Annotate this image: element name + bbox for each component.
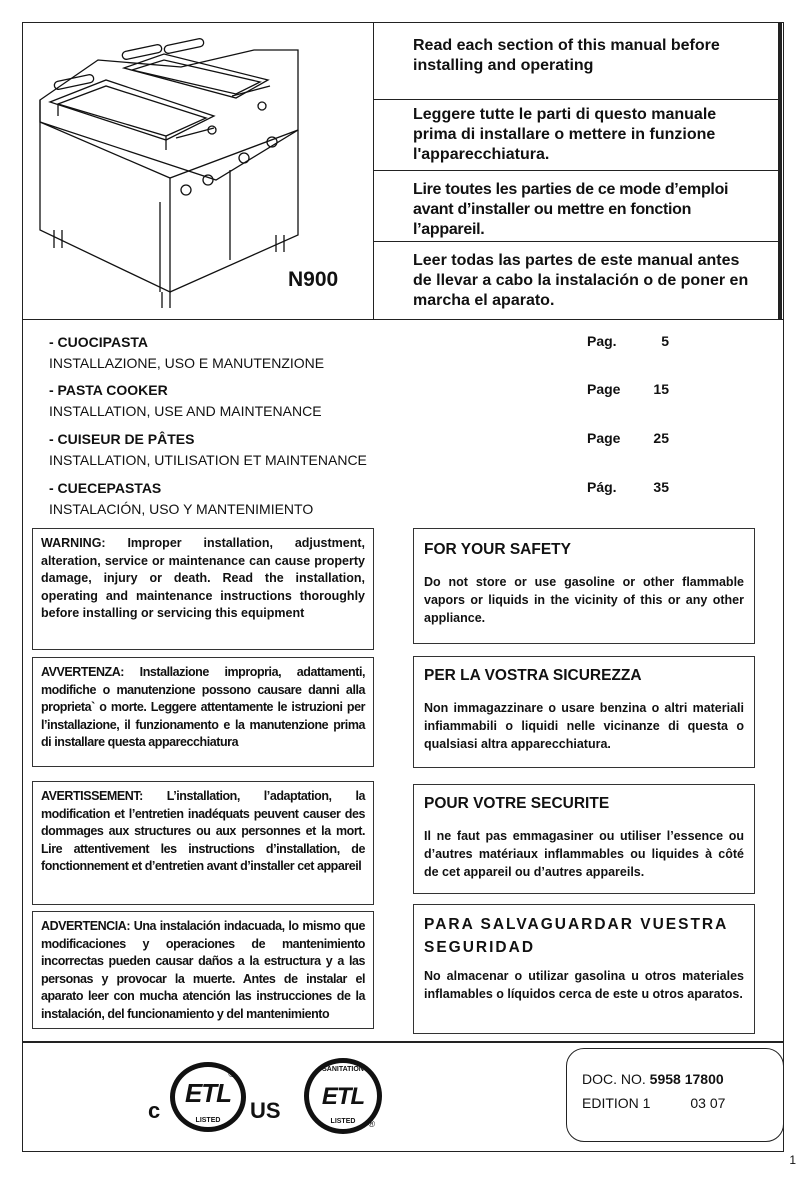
toc-page-number: 35 bbox=[653, 479, 669, 495]
toc-title: - PASTA COOKER bbox=[49, 382, 168, 398]
edition-date: 03 07 bbox=[690, 1095, 726, 1111]
safety-spanish-box bbox=[413, 904, 755, 1034]
safety-text: Do not store or use gasoline or other flammable vapors or liquids in the vicinity of this or any other appliance. bbox=[424, 575, 744, 625]
model-number: N900 bbox=[288, 268, 339, 291]
etl-mark: ETL bbox=[184, 1078, 232, 1108]
toc-title: - CUECEPASTAS bbox=[49, 480, 162, 496]
footer-rule bbox=[22, 1041, 784, 1043]
toc-page-label: Page bbox=[587, 430, 621, 446]
edition-label: EDITION 1 bbox=[582, 1095, 651, 1111]
registered-mark: ® bbox=[228, 1069, 235, 1079]
toc-page-number: 5 bbox=[661, 333, 669, 349]
toc-subtitle: INSTALLATION, UTILISATION ET MAINTENANCE bbox=[49, 452, 367, 468]
warning-italian-box: AVVERTENZA: Installazione impropria, adattamenti, modifiche o manutenzione possono causare danni alla proprieta` o morte. Leggere attentamente le istruzioni per l’installazione, il funzionamento e la manutenzione prima di installare questa apparecchiatura bbox=[32, 657, 374, 767]
safety-heading: PER LA VOSTRA SICUREZZA bbox=[424, 667, 642, 684]
toc-page-label: Page bbox=[587, 381, 621, 397]
safety-text: Non immagazzinare o usare benzina o altri materiali infiammabili o liquidi nelle vicinanze di questa o qualsiasi altra apparecchiatura. bbox=[424, 701, 744, 751]
safety-heading: PARA SALVAGUARDAR VUESTRA SEGURIDAD bbox=[424, 916, 728, 956]
toc-item bbox=[49, 381, 669, 420]
intro-english: Read each section of this manual before installing and operating bbox=[413, 37, 720, 74]
toc-title: - CUISEUR DE PÂTES bbox=[49, 431, 195, 447]
toc-page-label: Pag. bbox=[587, 333, 617, 349]
toc-item bbox=[49, 333, 669, 372]
toc-page-label: Pág. bbox=[587, 479, 617, 495]
logo-c-mark: c bbox=[148, 1098, 161, 1123]
toc-page-number: 15 bbox=[653, 381, 669, 397]
intro-divider-3 bbox=[373, 241, 782, 242]
doc-number: 5958 17800 bbox=[649, 1071, 724, 1087]
intro-french: Lire toutes les parties de ce mode d’emploi avant d’installer ou mettre en fonction l’appareil. bbox=[413, 181, 729, 238]
safety-french-box bbox=[413, 784, 755, 894]
etl-sanitation-logo bbox=[304, 1058, 382, 1134]
safety-text: Il ne faut pas emmagasiner ou utiliser l’essence ou d’autres matériaux inflammables ou liquides à côté de cet appareil ou d’autres appareils. bbox=[424, 829, 744, 879]
safety-heading: POUR VOTRE SECURITE bbox=[424, 795, 610, 812]
toc-item bbox=[49, 430, 669, 469]
document-info-box bbox=[566, 1048, 784, 1142]
listed-text: LISTED bbox=[330, 1118, 356, 1125]
logo-us-mark: US bbox=[250, 1098, 281, 1123]
toc-page-number: 25 bbox=[653, 430, 669, 446]
warning-english-box: WARNING: Improper installation, adjustment, alteration, service or maintenance can cause property damage, injury or death. Read the installation, operating and maintenance instructions thoroughly before installing or servicing this equipment bbox=[32, 528, 374, 650]
doc-number-line bbox=[582, 1071, 783, 1087]
etl-mark: ETL bbox=[321, 1083, 365, 1110]
toc-title: - CUOCIPASTA bbox=[49, 334, 149, 350]
toc-item bbox=[49, 479, 669, 518]
safety-english-box bbox=[413, 528, 755, 644]
warning-spanish-box: ADVERTENCIA: Una instalación indacuada, lo mismo que modificaciones y operaciones de mantenimiento incorrectas pueden causar daños a la estructura y a las personas y provocar la muerte. Antes de instalar el aparato leer con mucha atención las instrucciones de la instalación, del funcionamiento y del mantenimiento bbox=[32, 911, 374, 1029]
safety-heading: FOR YOUR SAFETY bbox=[424, 541, 571, 558]
toc-subtitle: INSTALLATION, USE AND MAINTENANCE bbox=[49, 403, 322, 419]
sanitation-text: SANITATION bbox=[322, 1066, 364, 1073]
edition-line bbox=[582, 1095, 783, 1111]
warning-french-box: AVERTISSEMENT: L’installation, l’adaptation, la modification et l’entretien inadéquats peuvent causer des dommages aux structures ou aux personnes et la mort. Lire attentivement les instructions d’installation, de fonctionnement et d’entretien avant d’installer cet appareil bbox=[32, 781, 374, 905]
cetlus-logo bbox=[148, 1062, 288, 1132]
intro-italian: Leggere tutte le parti di questo manuale prima di installare o mettere in funzione l'apparecchiatura. bbox=[413, 106, 717, 163]
intro-divider-1 bbox=[373, 99, 782, 100]
header-bottom-rule bbox=[22, 319, 784, 320]
pasta-cooker-illustration bbox=[36, 30, 316, 312]
intro-divider-2 bbox=[373, 170, 782, 171]
safety-text: No almacenar o utilizar gasolina u otros materiales inflamables o líquidos cerca de este u otros aparatos. bbox=[424, 969, 744, 1001]
intro-spanish: Leer todas las partes de este manual antes de llevar a cabo la instalación o de poner en marcha el aparato. bbox=[413, 252, 749, 309]
toc-subtitle: INSTALACIÓN, USO Y MANTENIMIENTO bbox=[49, 501, 314, 517]
etl-seal bbox=[170, 1062, 246, 1132]
page-number: 1 bbox=[789, 1153, 796, 1167]
registered-mark: ® bbox=[368, 1119, 375, 1129]
safety-italian-box bbox=[413, 656, 755, 768]
toc-subtitle: INSTALLAZIONE, USO E MANUTENZIONE bbox=[49, 355, 325, 371]
listed-text: LISTED bbox=[195, 1117, 221, 1124]
doc-label: DOC. NO. bbox=[582, 1071, 646, 1087]
